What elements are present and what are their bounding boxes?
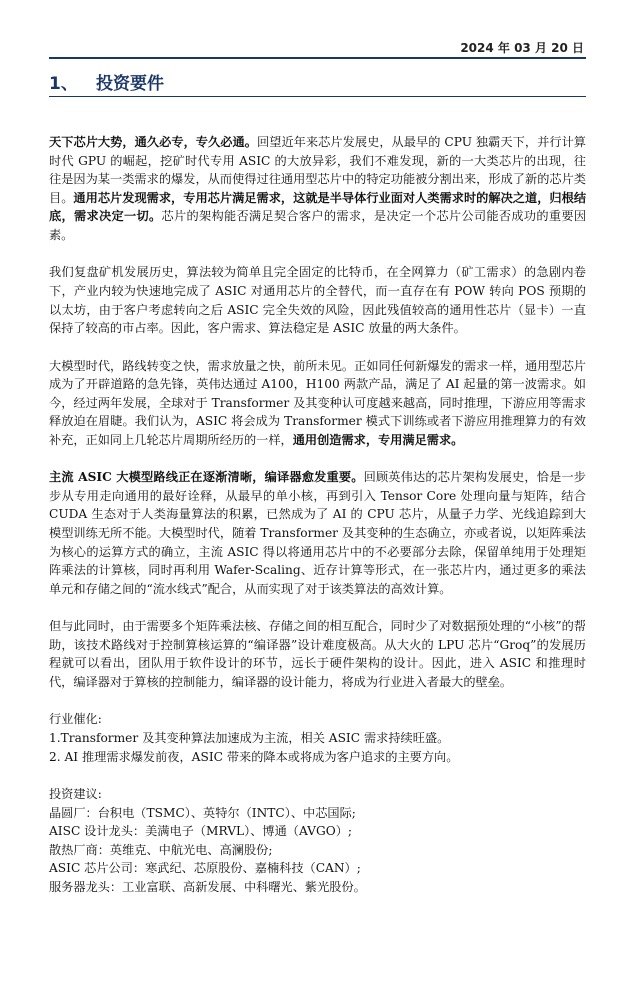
- bold-lead: 天下芯片大势，通久必专，专久必通。: [49, 135, 257, 149]
- section-title: 投资要件: [96, 74, 164, 94]
- section-heading: [49, 69, 164, 94]
- catalysts-title: 行业催化:: [49, 712, 102, 727]
- paragraph-compiler: [49, 617, 586, 691]
- document-body: [49, 133, 586, 915]
- advice-item: ASIC 芯片公司：寒武纪、芯原股份、嘉楠科技（CAN）;: [49, 861, 361, 876]
- industry-catalysts: [49, 710, 586, 766]
- catalyst-item: 1.Transformer 及其变种算法加速成为主流，相关 ASIC 需求持续旺盛。: [49, 731, 450, 746]
- bold-conclusion: 通用创造需求，专用满足需求。: [292, 432, 464, 447]
- investment-advice: [49, 785, 586, 897]
- section-divider: [49, 96, 586, 97]
- report-date: 2024 年 03 月 20 日: [460, 41, 584, 55]
- advice-item: AISC 设计龙头：美满电子（MRVL）、博通（AVGO）;: [49, 824, 353, 839]
- header-divider: [49, 57, 586, 59]
- bold-emphasis: 通用芯片发现需求，专用芯片满足需求，这就是半导体行业面对人类需求时的解决之道，归根结底，需求决定一切。: [49, 190, 587, 224]
- paragraph-large-model-era: [49, 357, 586, 450]
- advice-item: 服务器龙头：工业富联、高新发展、中科曙光、紫光股份。: [49, 879, 366, 894]
- paragraph-text: 我们复盘矿机发展历史，算法较为简单且完全固定的比特币，在全网算力（矿工需求）的急剧内卷下，产业内较为快速地完成了 ASIC 对通用芯片的全替代，而一直存在有 POW 转向 POS 预期的以太坊，由于客户考虑转向之后 ASIC 完全失效的风险，因此残值较高的通用性芯片（显卡）一直保持了较高的市占率。因此，客户需求、算法稳定是 ASIC 放量的两大条件。: [49, 265, 586, 336]
- catalyst-item: 2. AI 推理需求爆发前夜，ASIC 带来的降本或将成为客户追求的主要方向。: [49, 749, 459, 764]
- paragraph-text: 芯片的架构能否满足契合客户的需求，是决定一个芯片公司能否成功的重要因素。: [49, 209, 587, 242]
- paragraph-text: 大模型时代，路线转变之快，需求放量之快，前所未见。正如同任何新爆发的需求一样，通用型芯片成为了开辟道路的急先锋，英伟达通过 A100，H100 两款产品，满足了 AI 起量的第一波需求。如今，经过两年发展，全球对于 Transformer 及其变种认可度越来越高，同时推理，下游应用等需求释放迫在眉睫。我们认为，ASIC 将会成为 Transformer 模式下训练或者下游应用推理算力的有效补充，正如同上几轮芯片周期所经历的一样，: [49, 358, 586, 447]
- advice-item: 晶圆厂：台积电（TSMC）、英特尔（INTC）、中芯国际;: [49, 805, 356, 820]
- advice-item: 散热厂商：英维克、中航光电、高澜股份;: [49, 842, 273, 857]
- paragraph-text: 但与此同时，由于需要多个矩阵乘法核、存储之间的相互配合，同时少了对数据预处理的“小核”的帮助，该技术路线对于控制算核运算的“编译器”设计难度极高。从大火的 LPU 芯片“Groq”的发展历程就可以看出，团队用于软件设计的环节，远长于硬件架构的设计。因此，进入 ASIC 和推理时代，编译器对于算核的控制能力，编译器的设计能力，将成为行业进入者最大的壁垒。: [49, 619, 586, 690]
- paragraph-text: 回顾英伟达的芯片架构发展史，恰是一步步从专用走向通用的最好诠释，从最早的单小核，再到引入 Tensor Core 处理向量与矩阵，结合 CUDA 生态对于人类海量算法的积累，已然成为了 AI 的 CPU 芯片，从量子力学、光线追踪到大模型训练无所不能。大模型时代，随着 Transformer 及其变种的生态确立，亦或者说，以矩阵乘法为核心的运算方式的确立，主流 ASIC 得以将通用芯片中的不必要部分去除，保留单纯用于处理矩阵乘法的计算核，同时再利用 Wafer-Scaling、近存计算等形式，在一张芯片内，通过更多的乘法单元和存储之间的“流水线式”配合，从而实现了对于该类算法的高效计算。: [49, 470, 586, 596]
- paragraph-text: 回望近年来芯片发展史，从最早的 CPU 独霸天下，并行计算时代 GPU 的崛起，挖矿时代专用 ASIC 的大放异彩，我们不难发现，新的一大类芯片的出现，往往是因为某一类需求的爆发，从而使得过往通用型芯片中的特定功能被分割出来，形成了新的芯片类目。: [49, 135, 586, 205]
- bold-lead: 主流 ASIC 大模型路线正在逐渐清晰，编译器愈发重要。: [49, 470, 364, 485]
- advice-title: 投资建议:: [49, 787, 102, 801]
- paragraph-chip-trend: [49, 133, 586, 245]
- section-number: 1、: [49, 74, 78, 94]
- paragraph-mining-history: [49, 263, 586, 337]
- paragraph-asic-route: [49, 468, 586, 598]
